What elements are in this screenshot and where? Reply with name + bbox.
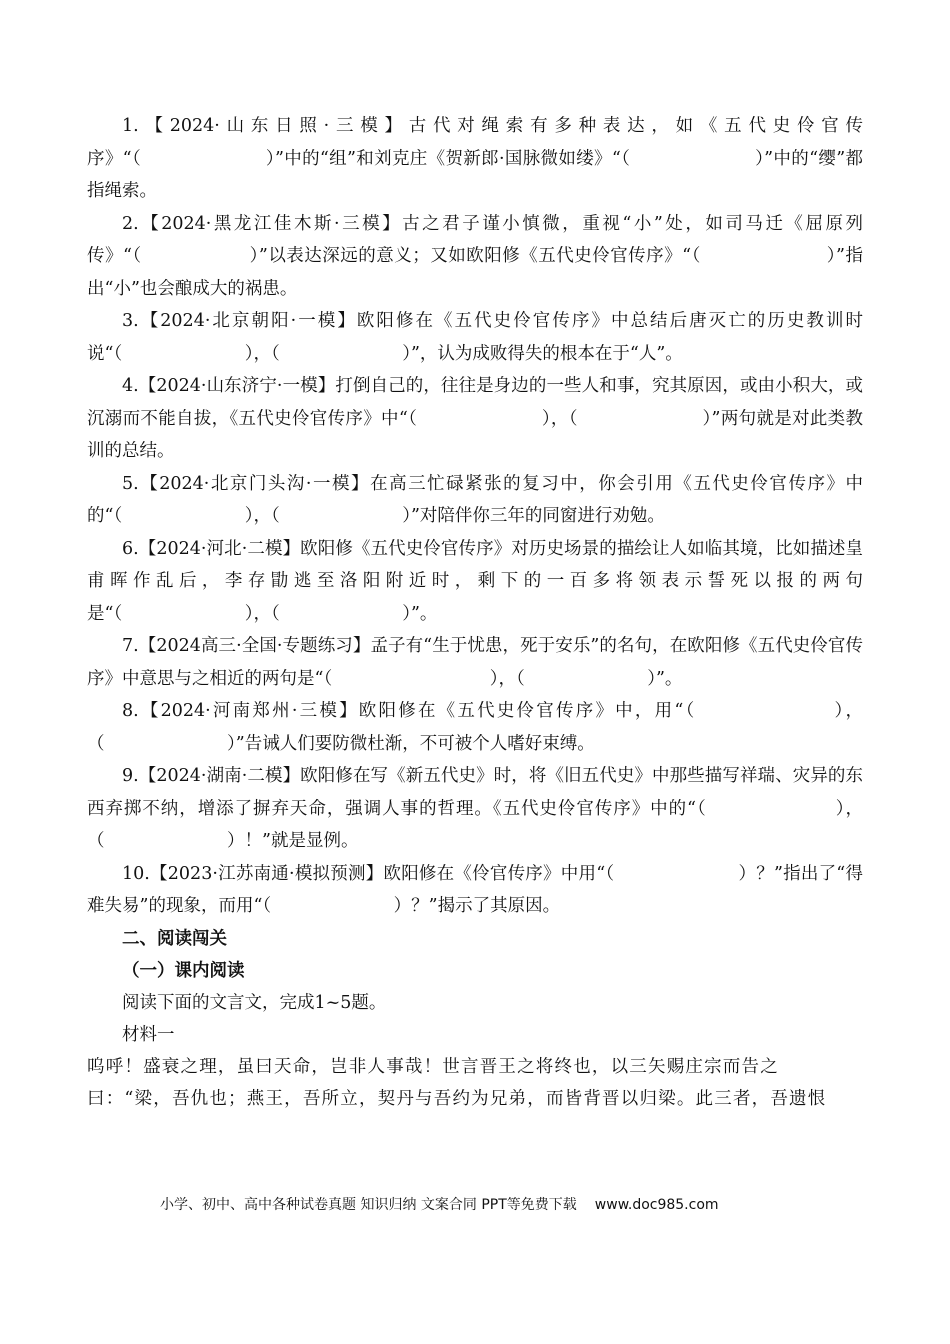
question-9: 9.【2024·湖南·二模】欧阳修在写《新五代史》时，将《旧五代史》中那些描写祥瑞、灾异的东西弃掷不纳，增添了摒弃天命，强调人事的哲理。《五代史伶官传序》中的“（ ），（ ）！”就是显例。 — [87, 766, 863, 851]
footer-text: 小学、初中、高中各种试卷真题 知识归纳 文案合同 PPT等免费下载 — [160, 1197, 577, 1213]
question-2: 2.【2024·黑龙江佳木斯·三模】古之君子谨小慎微，重视“小”处，如司马迁《屈原列传》“（ ）”以表达深远的意义；又如欧阳修《五代史伶官传序》“（ ）”指出“小”也会酿成大的祸患。 — [87, 213, 863, 299]
page-footer — [160, 1194, 860, 1214]
sub-heading: （一）课内阅读 — [122, 960, 245, 981]
question-5: 5.【2024·北京门头沟·一模】在高三忙碌紧张的复习中，你会引用《五代史伶官传序》中的“（ ），（ ）”对陪伴你三年的同窗进行劝勉。 — [87, 473, 863, 526]
question-6: 6.【2024·河北·二模】欧阳修《五代史伶官传序》对历史场景的描绘让人如临其境，比如描述皇甫晖作乱后，李存勖逃至洛阳附近时，剩下的一百多将领表示誓死以报的两句是“（ ），（ ）”。 — [87, 538, 863, 624]
section-heading: 二、阅读闯关 — [122, 928, 227, 949]
question-8: 8.【2024·河南郑州·三模】欧阳修在《五代史伶官传序》中，用“（ ），（ ）”告诫人们要防微杜渐，不可被个人嗜好束缚。 — [87, 701, 863, 754]
material-label: 材料一 — [122, 1024, 175, 1045]
question-3: 3.【2024·北京朝阳·一模】欧阳修在《五代史伶官传序》中总结后唐灭亡的历史教训时说“（ ），（ ）”，认为成败得失的根本在于“人”。 — [87, 311, 863, 364]
reading-instruction: 阅读下面的文言文，完成1~5题。 — [122, 992, 387, 1013]
question-4: 4.【2024·山东济宁·一模】打倒自己的，往往是身边的一些人和事，究其原因，或由小积大，或沉溺而不能自拔，《五代史伶官传序》中“（ ），（ ）”两句就是对此类教训的总结。 — [87, 376, 863, 461]
question-10: 10.【2023·江苏南通·模拟预测】欧阳修在《伶官传序》中用“（ ）？”指出了“得难失易”的现象，而用“（ ）？”揭示了其原因。 — [87, 863, 863, 916]
material-text: 呜呼！盛衰之理，虽曰天命，岂非人事哉！世言晋王之将终也，以三矢赐庄宗而告之曰：“梁，吾仇也；燕王，吾所立，契丹与吾约为兄弟，而皆背晋以归梁。此三者，吾遗恨 — [87, 1056, 827, 1109]
page-content — [87, 110, 863, 1115]
question-1: 1.【2024·山东日照·三模】古代对绳索有多种表达，如《五代史伶官传序》“（ ）”中的“组”和刘克庄《贺新郎·国脉微如缕》“（ ）”中的“缨”都指绳索。 — [87, 116, 863, 201]
question-7: 7.【2024高三·全国·专题练习】孟子有“生于忧患，死于安乐”的名句，在欧阳修《五代史伶官传序》中意思与之相近的两句是“（ ），（ ）”。 — [87, 636, 863, 689]
footer-url[interactable]: www.doc985.com — [594, 1197, 719, 1213]
